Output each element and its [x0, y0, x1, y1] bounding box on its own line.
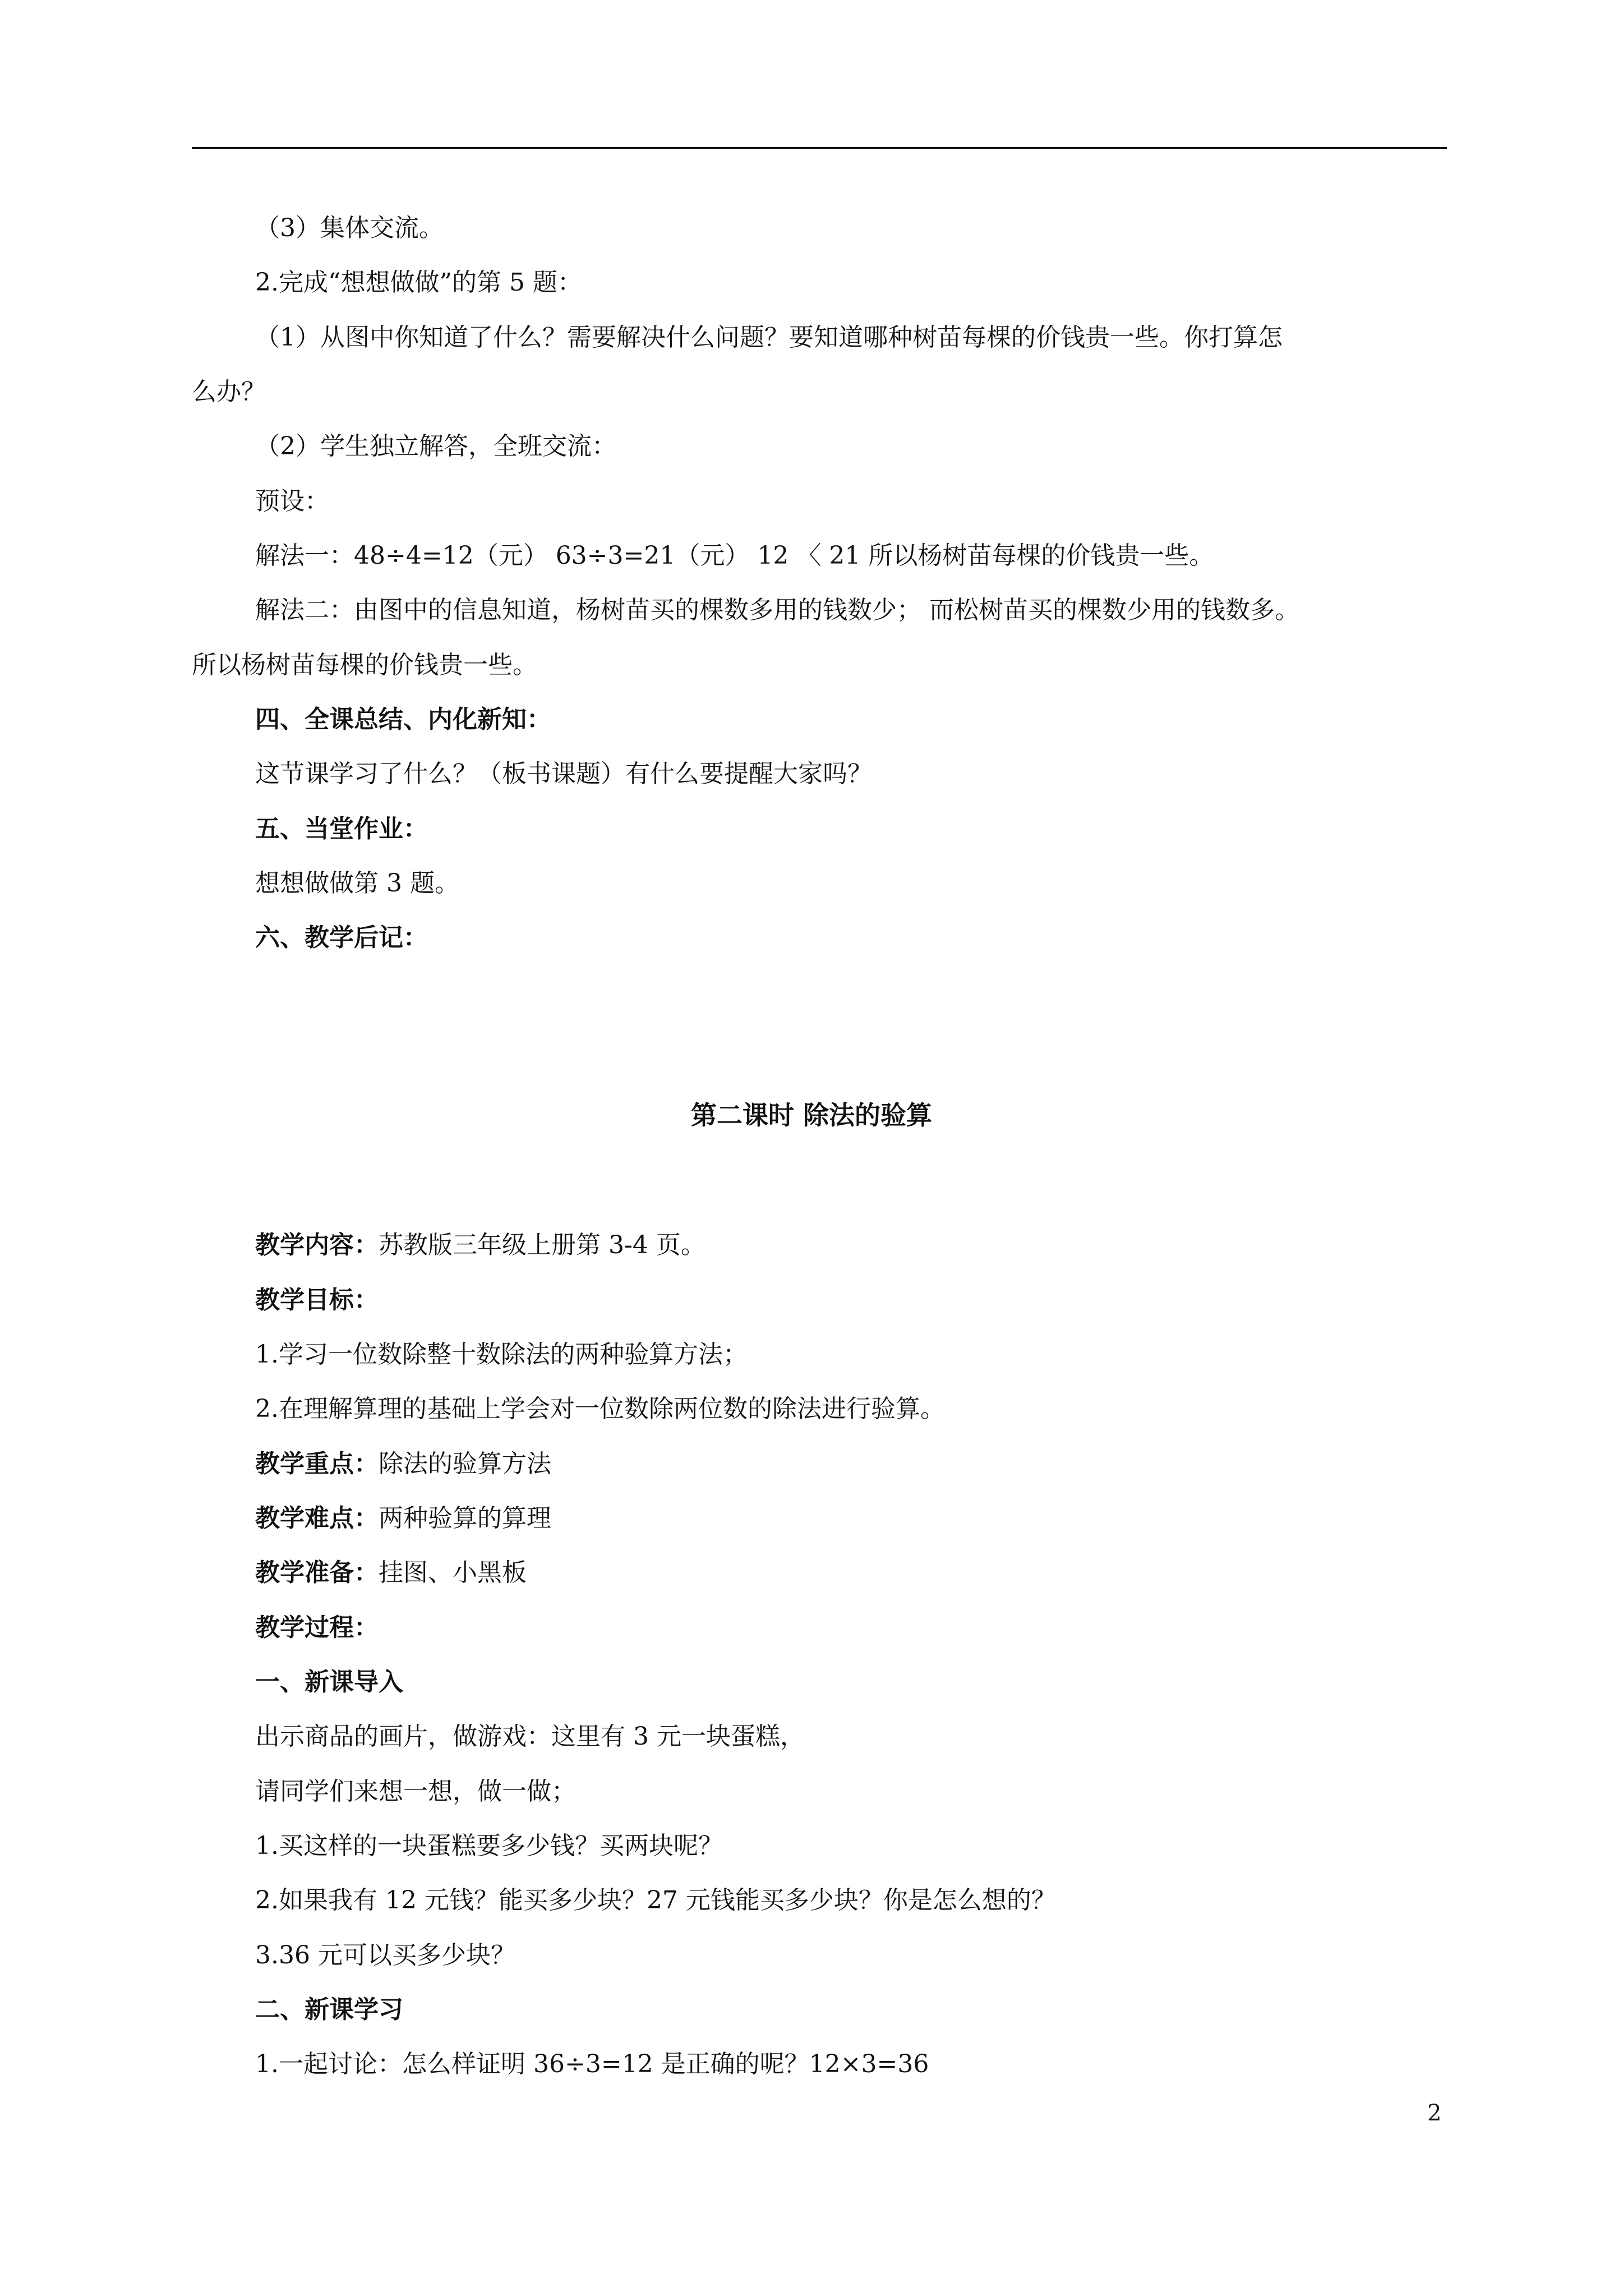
meta-label: 教学过程： [255, 1613, 379, 1642]
meta-row [255, 1447, 551, 1481]
meta-label: 教学准备： [255, 1558, 379, 1587]
meta-value: 挂图、小黑板 [379, 1558, 527, 1587]
text-line: 1.一起讨论：怎么样证明 36÷3=12 是正确的呢？12×3=36 [255, 2050, 929, 2078]
meta-row [255, 1502, 551, 1535]
text-line: 出示商品的画片，做游戏：这里有 3 元一块蛋糕， [255, 1722, 805, 1751]
text-line: 2.在理解算理的基础上学会对一位数除两位数的除法进行验算。 [255, 1395, 945, 1423]
text-line: 所以杨树苗每棵的价钱贵一些。 [192, 651, 537, 679]
meta-row [255, 1556, 527, 1590]
text-line: 么办？ [192, 378, 266, 406]
text-line: 1.买这样的一块蛋糕要多少钱？买两块呢？ [255, 1832, 723, 1860]
text-line: （3）集体交流。 [255, 214, 444, 242]
page-number: 2 [1427, 2100, 1442, 2126]
text-line: 2.如果我有 12 元钱？能买多少块？27 元钱能买多少块？你是怎么想的？ [255, 1886, 1056, 1915]
meta-value: 苏教版三年级上册第 3-4 页。 [379, 1231, 706, 1259]
text-line: 想想做做第 3 题。 [255, 869, 459, 898]
meta-label: 教学目标： [255, 1286, 379, 1314]
text-line: 这节课学习了什么？（板书课题）有什么要提醒大家吗？ [255, 760, 872, 788]
text-line: 2.完成“想想做做”的第 5 题： [255, 268, 582, 297]
text-line: 3.36 元可以买多少块？ [255, 1941, 515, 1970]
text-line: （1）从图中你知道了什么？需要解决什么问题？要知道哪种树苗每棵的价钱贵一些。你打算怎 [255, 323, 1283, 352]
section-heading: 一、新课导入 [255, 1668, 403, 1696]
section-heading: 四、全课总结、内化新知： [255, 705, 551, 734]
text-line: 1.学习一位数除整十数除法的两种验算方法； [255, 1340, 748, 1369]
text-line: 解法一：48÷4=12（元） 63÷3=21（元） 12 〈 21 所以杨树苗每棵的价钱贵一些。 [255, 541, 1214, 570]
section-heading: 六、教学后记： [255, 923, 428, 952]
text-line: 解法二：由图中的信息知道，杨树苗买的棵数多用的钱数少； 而松树苗买的棵数少用的钱数多。 [255, 596, 1299, 624]
header-rule [192, 147, 1447, 149]
meta-row [255, 1228, 706, 1262]
section-heading: 二、新课学习 [255, 1995, 403, 2024]
section-heading: 五、当堂作业： [255, 815, 428, 843]
meta-value: 两种验算的算理 [379, 1504, 551, 1533]
lesson-title: 第二课时 除法的验算 [690, 1100, 932, 1130]
text-line: 预设： [255, 487, 329, 516]
meta-label: 教学难点： [255, 1504, 379, 1533]
text-line: 请同学们来想一想，做一做； [255, 1777, 576, 1806]
text-line: （2）学生独立解答，全班交流： [255, 432, 616, 461]
meta-label: 教学重点： [255, 1450, 379, 1478]
meta-value: 除法的验算方法 [379, 1450, 551, 1478]
meta-label: 教学内容： [255, 1231, 379, 1259]
